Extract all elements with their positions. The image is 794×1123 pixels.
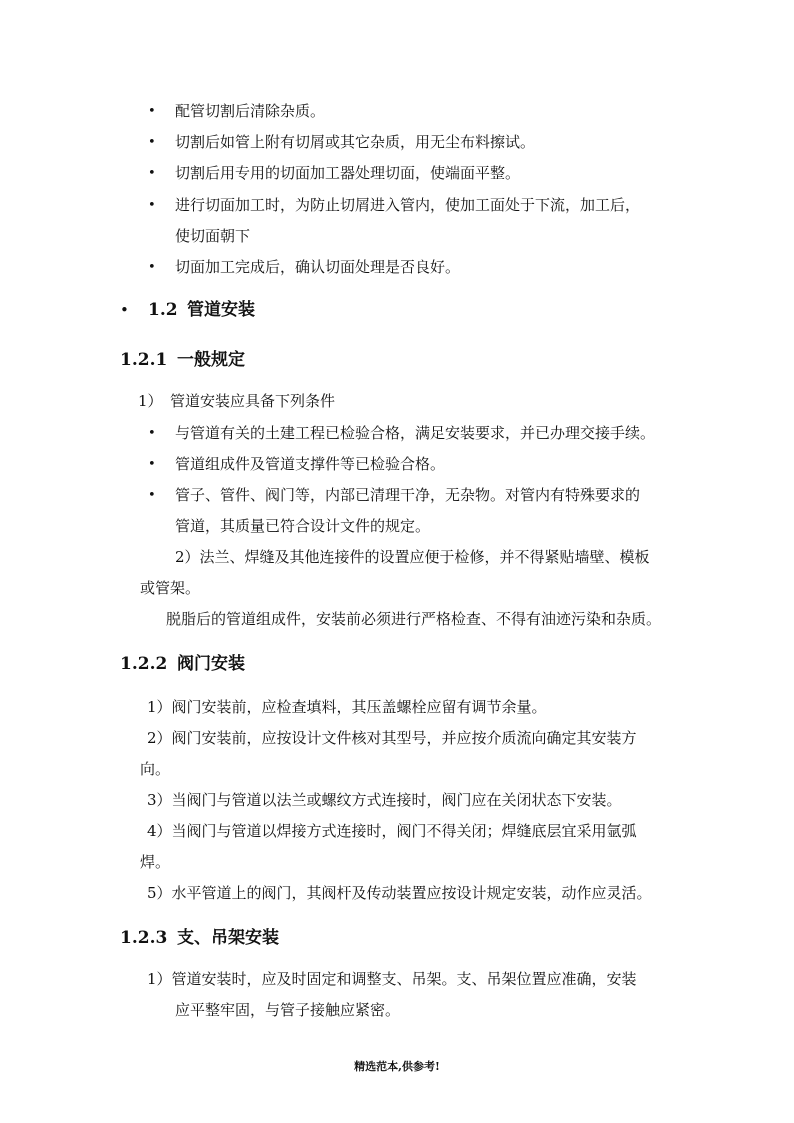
section-1-2-1-number: 1.2.1 (120, 350, 168, 370)
valve-line: 2）阀门安装前，应按设计文件核对其型号，并应按介质流向确定其安装方 (147, 729, 637, 747)
section-1-2-3-number: 1.2.3 (120, 928, 168, 948)
section-1-2-1-title: 一般规定 (177, 350, 245, 370)
support-line-continued: 应平整牢固，与管子接触应紧密。 (175, 1001, 401, 1019)
section-1-2-2-number: 1.2.2 (120, 654, 168, 674)
bullet-icon: • (148, 198, 156, 213)
general-item-1-number: 1） (138, 392, 163, 410)
valve-line: 4）当阀门与管道以焊接方式连接时，阀门不得关闭；焊缝底层宜采用氩弧 (147, 822, 637, 840)
cut-item-continued: 使切面朝下 (175, 227, 251, 245)
section-1-2-2-title: 阀门安装 (177, 654, 245, 674)
bullet-icon: • (148, 426, 156, 441)
section-1-2-title: 管道安装 (187, 300, 255, 320)
general-bullet: 与管道有关的土建工程已检验合格，满足安装要求，并已办理交接手续。 (175, 424, 656, 442)
bullet-icon: • (148, 135, 156, 150)
valve-line-continued: 焊。 (140, 853, 171, 871)
bullet-icon: • (148, 488, 156, 503)
cut-item: 切割后如管上附有切屑或其它杂质，用无尘布料擦试。 (175, 133, 536, 151)
cut-item: 配管切割后清除杂质。 (175, 102, 326, 120)
general-item-2-continued: 或管架。 (140, 579, 201, 597)
cut-item: 切割后用专用的切面加工器处理切面，使端面平整。 (175, 164, 521, 182)
bullet-icon: • (148, 104, 156, 119)
bullet-icon: • (148, 166, 156, 181)
section-1-2-3-title: 支、吊架安装 (177, 928, 279, 948)
general-bullet: 管子、管件、阀门等，内部已清理干净，无杂物。对管内有特殊要求的 (175, 486, 641, 504)
valve-line: 1）阀门安装前，应检查填料，其压盖螺栓应留有调节余量。 (147, 698, 547, 716)
general-bullet-continued: 管道，其质量已符合设计文件的规定。 (175, 517, 431, 535)
valve-line-continued: 向。 (140, 760, 171, 778)
valve-line: 3）当阀门与管道以法兰或螺纹方式连接时，阀门应在关闭状态下安装。 (147, 791, 622, 809)
degrease-note: 脱脂后的管道组成件，安装前必须进行严格检查、不得有油迹污染和杂质。 (166, 610, 662, 628)
bullet-icon: • (148, 260, 156, 275)
support-line: 1）管道安装时，应及时固定和调整支、吊架。支、吊架位置应准确，安装 (147, 970, 637, 988)
section-1-2-number: 1.2 (148, 300, 178, 320)
bullet-icon: • (120, 301, 129, 319)
cut-item: 切面加工完成后，确认切面处理是否良好。 (175, 258, 461, 276)
valve-line: 5）水平管道上的阀门，其阀杆及传动装置应按设计规定安装，动作应灵活。 (147, 884, 652, 902)
cut-item: 进行切面加工时，为防止切屑进入管内，使加工面处于下流，加工后， (175, 196, 641, 214)
page-footer: 精选范本,供参考! (354, 1060, 440, 1073)
general-bullet: 管道组成件及管道支撑件等已检验合格。 (175, 455, 446, 473)
general-item-2: 2）法兰、焊缝及其他连接件的设置应便于检修，并不得紧贴墙壁、模板 (175, 548, 650, 566)
bullet-icon: • (148, 457, 156, 472)
general-item-1-text: 管道安装应具备下列条件 (170, 392, 336, 410)
